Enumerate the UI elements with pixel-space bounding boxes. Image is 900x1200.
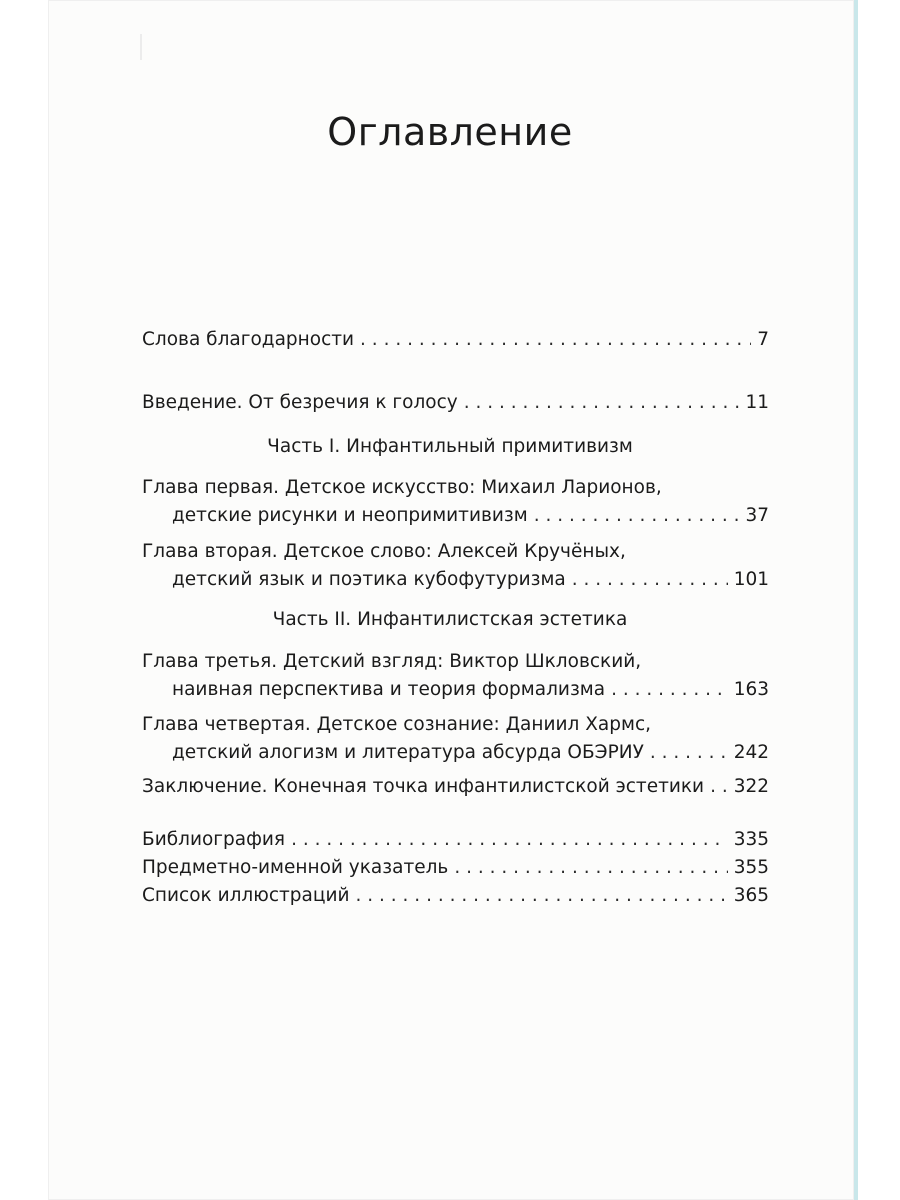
toc-page-number: 101 [733, 569, 769, 590]
toc-entry-bibliography[interactable] [142, 826, 769, 854]
chapter-title-line2: детские рисунки и неопримитивизм [172, 505, 528, 526]
chapter-title-line1: Глава третья. Детский взгляд: Виктор Шкловский, [142, 651, 642, 672]
chapter-title-line2: детский алогизм и литература абсурда ОБЭРИУ [172, 742, 644, 763]
bleed-through-mark [140, 34, 142, 60]
toc-page-number: 365 [733, 885, 769, 906]
toc-page-number: 355 [733, 857, 769, 878]
leader-dots [572, 566, 728, 594]
toc-page-number: 242 [733, 742, 769, 763]
part-heading-1: Часть I. Инфантильный примитивизм [267, 436, 633, 457]
leader-dots [534, 502, 740, 530]
toc-chapter-2[interactable] [142, 538, 769, 594]
leader-dots [454, 854, 727, 882]
toc-entry-text: Библиография [142, 829, 286, 850]
book-page [48, 0, 854, 1200]
toc-page-number: 37 [745, 505, 769, 526]
toc-entry-text: Список иллюстраций [142, 885, 350, 906]
page-edge [854, 0, 858, 1200]
leader-dots [611, 676, 728, 704]
toc-entry-illustrations[interactable] [142, 882, 769, 910]
toc-entry-text: Слова благодарности [142, 329, 355, 350]
page-title: Оглавление [327, 110, 573, 154]
toc-chapter-4[interactable] [142, 711, 769, 767]
toc-chapter-3[interactable] [142, 648, 769, 704]
leader-dots [360, 326, 751, 354]
toc-chapter-1[interactable] [142, 474, 769, 530]
chapter-title-line1: Глава вторая. Детское слово: Алексей Кручёных, [142, 541, 626, 562]
toc-entry-text: Предметно-именной указатель [142, 857, 449, 878]
toc-entry-acknowledgements[interactable] [142, 326, 769, 354]
chapter-title-line1: Глава первая. Детское искусство: Михаил Ларионов, [142, 477, 662, 498]
toc-page-number: 335 [733, 829, 769, 850]
toc-entry-text: Введение. От безречия к голосу [142, 392, 458, 413]
chapter-title-line1: Глава четвертая. Детское сознание: Даниил Хармс, [142, 714, 651, 735]
leader-dots [650, 739, 728, 767]
toc-entry-text: Заключение. Конечная точка инфантилистской эстетики [142, 776, 705, 797]
leader-dots [356, 882, 728, 910]
toc-page-number: 163 [733, 679, 769, 700]
toc-entry-index[interactable] [142, 854, 769, 882]
leader-dots [291, 826, 728, 854]
part-heading-2: Часть II. Инфантилистская эстетика [272, 609, 628, 630]
toc-page-number: 11 [745, 392, 769, 413]
toc-page-number: 7 [757, 329, 769, 350]
toc-entry-introduction[interactable] [142, 389, 769, 417]
chapter-title-line2: наивная перспектива и теория формализма [172, 679, 606, 700]
leader-dots [464, 389, 740, 417]
chapter-title-line2: детский язык и поэтика кубофутуризма [172, 569, 566, 590]
toc-entry-conclusion[interactable] [142, 773, 769, 801]
leader-dots [710, 773, 728, 801]
toc-page-number: 322 [733, 776, 769, 797]
